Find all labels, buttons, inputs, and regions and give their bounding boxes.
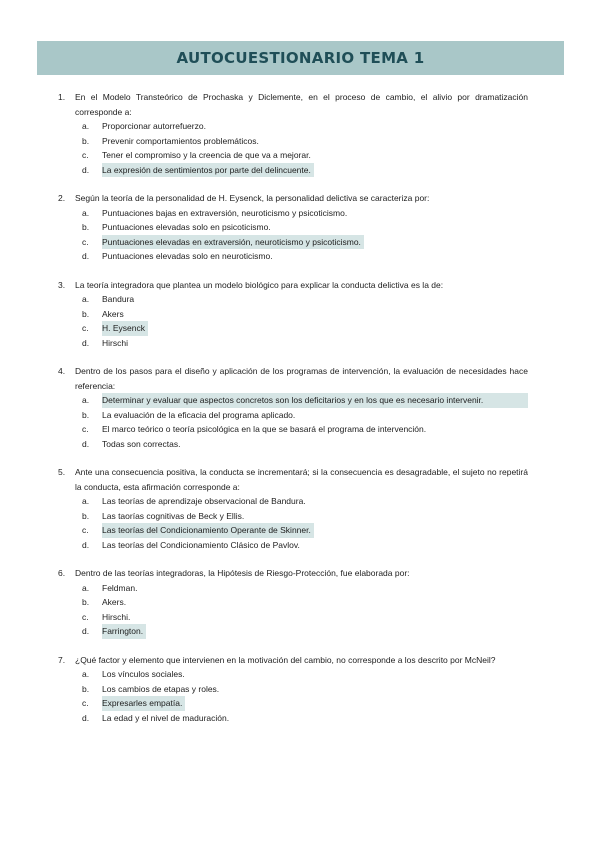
option-list — [58, 206, 528, 264]
question-text-row — [58, 465, 528, 494]
option-letter: d. — [82, 251, 90, 261]
option-b — [82, 682, 528, 697]
question-number: 3. — [58, 279, 66, 290]
question-text: Ante una consecuencia positiva, la conducta se incrementará; si la consecuencia es desagradable, el sujeto no repetirá la conducta, esta afirmación corresponde a: — [75, 467, 528, 492]
question-text: Dentro de los pasos para el diseño y aplicación de los programas de intervención, la evaluación de necesidades hace referencia: — [75, 366, 528, 391]
question-text-row — [58, 90, 528, 119]
option-list — [58, 292, 528, 350]
option-c — [82, 321, 528, 336]
question-7 — [58, 653, 528, 726]
option-d — [82, 249, 528, 264]
option-text: Tener el compromiso y la creencia de que va a mejorar. — [102, 150, 311, 160]
option-text: Las taorías cognitivas de Beck y Ellis. — [102, 510, 245, 521]
option-text: Prevenir comportamientos problemáticos. — [102, 135, 259, 146]
option-b — [82, 509, 528, 524]
question-text-row — [58, 566, 528, 581]
question-text-row — [58, 191, 528, 206]
option-c — [82, 523, 528, 538]
option-c — [82, 696, 528, 711]
question-list — [58, 90, 528, 739]
highlighted-option-text: La expresión de sentimientos por parte del delincuente. — [102, 163, 314, 178]
question-3 — [58, 278, 528, 351]
option-text: Los vínculos sociales. — [102, 669, 185, 679]
option-d — [82, 711, 528, 726]
option-text: Proporcionar autorrefuerzo. — [102, 121, 206, 131]
option-b — [82, 220, 528, 235]
question-text: Según la teoría de la personalidad de H. Eysenck, la personalidad delictiva se caracteriza por: — [75, 193, 430, 203]
question-4 — [58, 364, 528, 451]
question-text: Dentro de las teorías integradoras, la Hipótesis de Riesgo-Protección, fue elaborada por: — [75, 568, 410, 578]
option-list — [58, 494, 528, 552]
option-letter: d. — [82, 712, 90, 723]
option-a — [82, 292, 528, 307]
option-c — [82, 422, 528, 437]
option-letter: c. — [82, 236, 89, 247]
option-c — [82, 610, 528, 625]
question-number: 6. — [58, 568, 66, 578]
option-letter: d. — [82, 438, 90, 449]
option-text: Las teorías de aprendizaje observacional de Bandura. — [102, 496, 306, 506]
option-letter: b. — [82, 683, 90, 694]
option-text: Los cambios de etapas y roles. — [102, 683, 220, 694]
option-text: Feldman. — [102, 582, 138, 593]
option-letter: c. — [82, 525, 89, 535]
option-letter: a. — [82, 496, 90, 506]
option-text: Puntuaciones elevadas solo en neuroticismo. — [102, 251, 273, 261]
option-c — [82, 235, 528, 250]
question-number: 7. — [58, 654, 66, 665]
option-d — [82, 538, 528, 553]
highlighted-option-text: Las teorías del Condicionamiento Operante de Skinner. — [102, 523, 314, 538]
question-number: 5. — [58, 467, 66, 477]
option-a — [82, 667, 528, 682]
option-letter: b. — [82, 135, 90, 146]
option-b — [82, 307, 528, 322]
option-d — [82, 336, 528, 351]
option-text: Akers. — [102, 597, 127, 607]
option-b — [82, 134, 528, 149]
option-text: El marco teórico o teoría psicológica en la que se basará el programa de intervención. — [102, 424, 427, 434]
option-text: La edad y el nivel de maduración. — [102, 712, 230, 723]
option-text: Akers — [102, 308, 124, 319]
highlighted-option-text: Determinar y evaluar que aspectos concretos son los deficitarios y en los que es necesario intervenir. — [102, 393, 528, 408]
option-d — [82, 437, 528, 452]
option-letter: b. — [82, 409, 90, 420]
highlighted-option-text: Expresarles empatía. — [102, 696, 185, 711]
title-banner — [37, 41, 564, 75]
highlighted-option-text: H. Eysenck — [102, 321, 148, 336]
option-letter: d. — [82, 164, 90, 175]
option-letter: a. — [82, 121, 90, 131]
question-text-row — [58, 364, 528, 393]
option-letter: a. — [82, 294, 90, 304]
option-d — [82, 163, 528, 178]
option-letter: c. — [82, 424, 89, 434]
question-1 — [58, 90, 528, 177]
option-a — [82, 206, 528, 221]
option-text: Hirschi — [102, 337, 128, 348]
option-letter: d. — [82, 626, 90, 636]
question-text: La teoría integradora que plantea un modelo biológico para explicar la conducta delictiva es la de: — [75, 279, 444, 290]
option-text: Hirschi. — [102, 611, 131, 622]
question-text: En el Modelo Transteórico de Prochaska y Diclemente, en el proceso de cambio, el alivio por dramatización corresponde a: — [75, 92, 528, 117]
option-letter: b. — [82, 308, 90, 319]
question-number: 2. — [58, 193, 66, 203]
option-a — [82, 119, 528, 134]
option-d — [82, 624, 528, 639]
question-text-row — [58, 278, 528, 293]
option-letter: a. — [82, 207, 90, 218]
option-text: Las teorías del Condicionamiento Clásico de Pavlov. — [102, 539, 300, 550]
question-5 — [58, 465, 528, 552]
option-text: La evaluación de la eficacia del programa aplicado. — [102, 409, 296, 420]
option-letter: b. — [82, 597, 90, 607]
option-letter: b. — [82, 222, 90, 232]
option-text: Puntuaciones bajas en extraversión, neuroticismo y psicoticismo. — [102, 207, 348, 218]
option-c — [82, 148, 528, 163]
option-a — [82, 581, 528, 596]
option-a — [82, 393, 528, 408]
option-letter: d. — [82, 539, 90, 550]
page-title: AUTOCUESTIONARIO TEMA 1 — [176, 49, 425, 67]
option-text: Bandura — [102, 294, 135, 304]
option-b — [82, 595, 528, 610]
option-letter: a. — [82, 669, 90, 679]
option-list — [58, 119, 528, 177]
option-letter: c. — [82, 698, 89, 708]
question-number: 1. — [58, 92, 66, 102]
question-number: 4. — [58, 366, 66, 376]
option-a — [82, 494, 528, 509]
option-b — [82, 408, 528, 423]
option-text: Todas son correctas. — [102, 438, 181, 449]
option-text: Puntuaciones elevadas solo en psicoticismo. — [102, 222, 271, 232]
option-letter: c. — [82, 150, 89, 160]
highlighted-option-text: Farrington. — [102, 624, 146, 639]
question-6 — [58, 566, 528, 639]
option-list — [58, 581, 528, 639]
option-letter: c. — [82, 323, 89, 333]
question-text-row — [58, 653, 528, 668]
option-letter: b. — [82, 510, 90, 521]
option-letter: d. — [82, 337, 90, 348]
question-2 — [58, 191, 528, 264]
option-letter: c. — [82, 611, 89, 622]
option-letter: a. — [82, 395, 90, 405]
option-list — [58, 667, 528, 725]
option-letter: a. — [82, 582, 90, 593]
option-list — [58, 393, 528, 451]
question-text: ¿Qué factor y elemento que intervienen en la motivación del cambio, no corresponde a los descrito por McNeil? — [75, 654, 496, 665]
highlighted-option-text: Puntuaciones elevadas en extraversión, neuroticismo y psicoticismo. — [102, 235, 364, 250]
